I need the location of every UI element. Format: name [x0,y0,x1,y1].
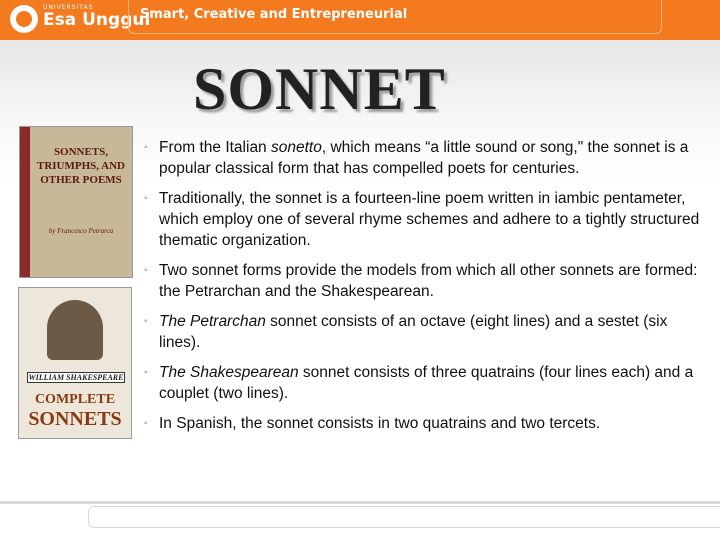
bullet-text: Two sonnet forms provide the models from which all other sonnets are formed: the Petrarchan and the Shakespearean. [159,262,698,300]
bullet-item [142,413,712,434]
footer-bar [88,506,720,528]
book2-title-line2: SONNETS [28,408,122,430]
header-bar [0,0,720,40]
book1-title: SONNETS, TRIUMPHS, AND OTHER POEMS [36,146,125,186]
bullet-item [142,260,712,302]
bullet-text: In Spanish, the sonnet consists in two quatrains and two tercets. [159,415,601,432]
bullet-text-after: sonnet consists of three quatrains (four lines each) and a couplet (two lines). [159,364,694,402]
bullet-marker-icon: ◦ [144,265,148,276]
bullet-item [142,311,712,353]
shakespeare-book-cover-image [18,287,132,439]
slide-title: SONNET [193,56,446,122]
bullet-item [142,137,712,179]
bullet-marker-icon: ◦ [144,316,148,327]
header-tagline: Smart, Creative and Entrepreneurial [140,7,408,22]
bullet-emphasis: The Petrarchan [159,313,266,330]
logo-name: Esa Unggul [43,10,151,30]
petrarca-book-cover-image [19,126,133,278]
bullet-text: From the Italian [159,139,271,156]
bullet-text: Traditionally, the sonnet is a fourteen-line poem written in iambic pentameter, which employ one of several rhyme schemes and adhere to a tightly structured thematic organization. [159,190,700,249]
bullet-item [142,362,712,404]
bullet-text-after: sonnet consists of an octave (eight lines) and a sestet (six lines). [159,313,668,351]
book1-author: by Francesco Petrarca [48,227,114,235]
bullet-marker-icon: ◦ [144,193,148,204]
footer-divider [0,501,720,504]
shakespeare-portrait-icon [47,300,103,360]
book2-title-line1: COMPLETE [34,392,116,407]
bullet-list [142,137,712,443]
bullet-item [142,188,712,251]
bullet-marker-icon: ◦ [144,367,148,378]
logo-university-text: UNIVERSITAS [43,4,94,11]
bullet-text-after: , which means “a little sound or song," the sonnet is a popular classical form that has compelled poets for centuries. [159,139,689,177]
university-logo[interactable] [10,4,151,36]
logo-emblem-icon [10,5,38,33]
book-spine-band [20,127,30,277]
bullet-marker-icon: ◦ [144,418,148,429]
book2-author: WILLIAM SHAKESPEARE [28,373,124,382]
bullet-emphasis: The Shakespearean [159,364,299,381]
bullet-marker-icon: ◦ [144,142,148,153]
bullet-emphasis: sonetto [271,139,322,156]
